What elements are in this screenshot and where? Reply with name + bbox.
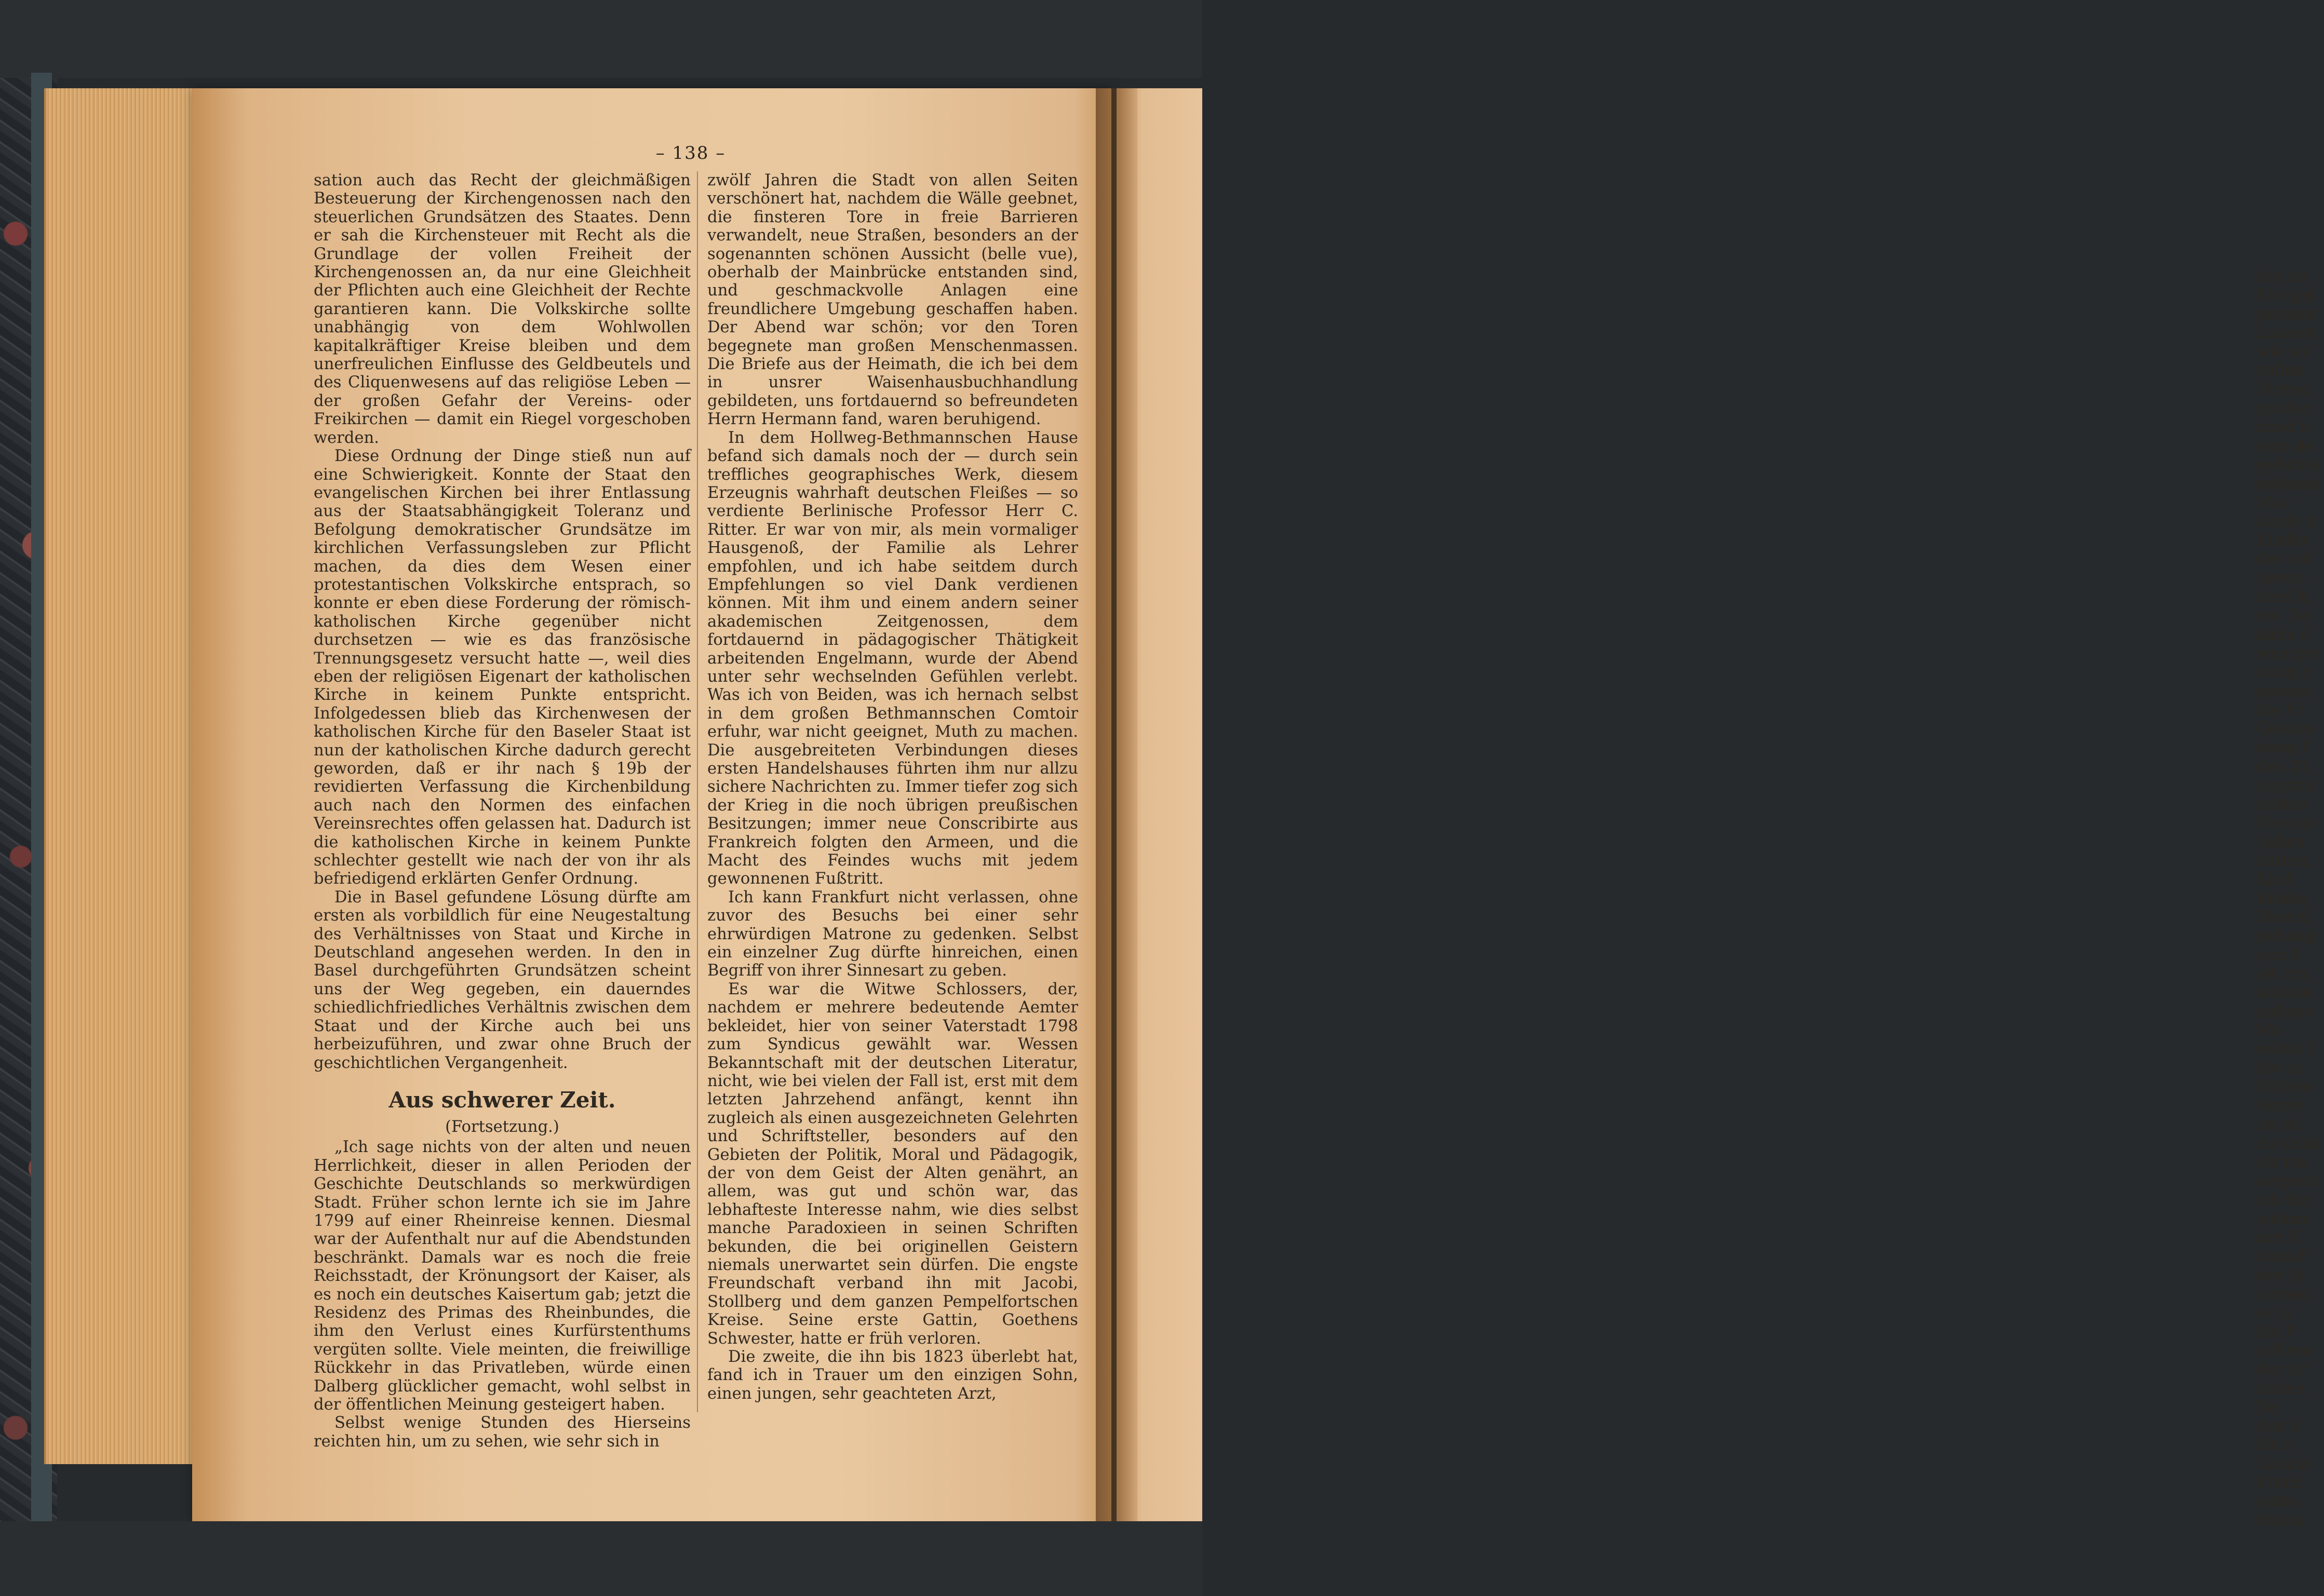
facing-page-line: großer: [2256, 399, 2310, 418]
facing-page-line: sei. Da: [2256, 606, 2310, 625]
facing-page-text: [2256, 267, 2324, 1530]
facing-page-line: zurückb: [2256, 1134, 2320, 1153]
paragraph: „Ich sage nichts von der alten und neuen Herrlichkeit, dieser in allen Perioden der Geschichte Deutschlands so merkwürdigen Stadt. Früher schon lernte ich sie im Jahre 1799 auf einer Rheinreise kennen. Diesmal war der Aufenthalt nur auf die Abendstunden beschränkt. Damals war es noch die freie Reichsstadt, der Krönungsort der Kaiser, als es noch ein deutsches Kaisertum gab; jetzt die Residenz des Primas des Rheinbundes, die ihm den Verlust eines Kurfürstenthums vergüten sollte. Viele meinten, die freiwillige Rückkehr in das Privatleben, würde einen Dalberg glücklicher gemacht, wohl selbst in der öffentlichen Meinung gesteigert haben.: [314, 1138, 691, 1414]
section-heading: Aus schwerer Zeit.: [388, 1087, 616, 1113]
facing-page-line: alles k: [2256, 588, 2307, 606]
paragraph: Selbst wenige Stunden des Hierseins reichten hin, um zu sehen, wie sehr sich in: [314, 1414, 691, 1451]
facing-page-line: der Ai: [2256, 1266, 2305, 1284]
facing-page-line: leisten: [2256, 795, 2309, 814]
facing-page-line: nähren: [2256, 1341, 2313, 1360]
paragraph: Ich kann Frankfurt nicht verlassen, ohne zuvor des Besuchs bei einer sehr ehrwürdigen Matrone zu gedenken. Selbst ein einzelner Zug dürfte hinreichen, einen Begriff von ihrer Sinnesart zu geben.: [707, 888, 1078, 980]
facing-page-line: Kind: [2256, 870, 2293, 889]
facing-page-line: Da: [2256, 1398, 2278, 1416]
page-number: – 138 –: [655, 143, 726, 164]
facing-page-line: der K: [2256, 1228, 2300, 1247]
facing-page-line: hatte.: [2256, 1492, 2303, 1511]
facing-page-line: lieren,: [2256, 569, 2307, 587]
facing-page-line: die Fr: [2256, 700, 2304, 719]
facing-page-line: haben.: [2256, 1379, 2310, 1398]
facing-page-line: Knabe,: [2256, 889, 2312, 908]
backdrop: [0, 0, 1202, 78]
facing-page-line: kam de: [2256, 437, 2315, 455]
facing-page-line: Landst: [2256, 1454, 2310, 1473]
backdrop-bottom: [0, 1521, 1202, 1596]
facing-page-line: siegend: [2256, 1172, 2318, 1191]
facing-page-line: oft ich: [2256, 964, 2307, 983]
facing-page-line: Wo: [2256, 1021, 2281, 1039]
facing-page-line: Laufe d: [2256, 512, 2316, 531]
facing-page-line: Lazaret: [2256, 323, 2317, 342]
facing-page-line: gekannt: [2256, 475, 2321, 493]
facing-page-line: ich ihn: [2256, 1191, 2310, 1209]
facing-page-line: der Er: [2256, 1360, 2307, 1379]
facing-page-line: hatten.: [2256, 851, 2313, 870]
facing-page-line: weniger: [2256, 644, 2321, 662]
facing-page-line: gehang: [2256, 927, 2315, 945]
facing-page-line: Bewuß: [2256, 908, 2311, 927]
facing-page-line: wähnu: [2256, 1209, 2309, 1228]
facing-page-line: kann d: [2256, 625, 2310, 644]
paragraph: Es war die Witwe Schlossers, der, nachdem er mehrere bedeutende Aemter bekleidet, hier von seiner Vaterstadt 1798 zum Syndicus gewählt war. Wessen Bekanntschaft mit der deutschen Literatur, nicht, wie bei vielen der Fall ist, erst mit dem letzten Jahrzehend anfängt, kennt ihn zugleich als einen ausgezeichneten Gelehrten und Schriftsteller, besonders auf den Gebieten der Politik, Moral und Pädagogik, der von dem Geist der Alten genährt, an allem, was gut und schön war, das lebhafteste Interesse nahm, wie dies selbst manche Paradoxieen in seinen Schriften bekunden, die bei originellen Geistern niemals unerwartet sein dürfen. Die engste Freundschaft verband ihn mit Jacobi, Stollberg und dem ganzen Pempelfortschen Kreise. Seine erste Gattin, Goethens Schwester, hatte er früh verloren.: [707, 980, 1078, 1348]
paragraph: In dem Hollweg-Bethmannschen Hause befand sich damals noch der — durch sein treffliches geographisches Werk, diesem Erzeugnis wahrhaft deutschen Fleißes — so verdiente Berlinische Professor Herr C. Ritter. Er war von mir, als mein vormaliger Hausgenoß, der Familie als Lehrer empfohlen, und ich habe seitdem durch Empfehlungen so viel Dank verdienen können. Mit ihm und einem andern seiner akademischen Zeitgenossen, dem fortdauernd in pädagogischer Thätigkeit arbeitenden Engelmann, wurde der Abend unter sehr wechselnden Gefühlen verlebt. Was ich von Beiden, was ich hernach selbst in dem großen Bethmannschen Comtoir erfuhr, war nicht geeignet, Muth zu machen. Die ausgebreiteten Verbindungen dieses ersten Handelshauses führten ihm nur allzu sichere Nachrichten zu. Immer tiefer zog sich der Krieg in die noch übrigen preußischen Besitzungen; immer neue Conscribirte aus Frankreich folgten den Armeen, und die Macht des Feindes wuchs mit jedem gewonnenen Fußtritt.: [707, 428, 1078, 888]
facing-page-line: Stätte: [2256, 1511, 2305, 1530]
facing-page-line: nung e: [2256, 663, 2311, 682]
facing-page-line: gessen,: [2256, 682, 2316, 700]
facing-page-line: Mutter: [2256, 380, 2312, 399]
facing-page-line: Königsl: [2256, 286, 2315, 305]
facing-page-line: lohnen: [2256, 1285, 2310, 1304]
facing-page-line: vollen: [2256, 361, 2304, 380]
facing-page-line: schöne: [2256, 983, 2312, 1002]
facing-page-line: Leben: [2256, 832, 2305, 851]
facing-page-line: die P: [2256, 1322, 2296, 1341]
facing-page-line: dung f: [2256, 738, 2307, 757]
facing-page-line: die so: [2256, 1059, 2303, 1077]
facing-page-line: wie so: [2256, 343, 2307, 361]
facing-page-line: Vorzei: [2256, 1097, 2306, 1115]
facing-page-line: es ja: [2256, 1304, 2293, 1322]
facing-page-line: fühlten: [2256, 1077, 2313, 1096]
paragraph: Die zweite, die ihn bis 1823 überlebt hat, fand ich in Trauer um den einzigen Sohn, einen jungen, sehr geachteten Arzt,: [707, 1348, 1078, 1403]
column-divider: [697, 171, 698, 1412]
paragraph: zwölf Jahren die Stadt von allen Seiten verschönert hat, nachdem die Wälle geebnet, die finsteren Tore in freie Barrieren verwandelt, neue Straßen, besonders an der sogenannten schönen Aussicht (belle vue), oberhalb der Mainbrücke entstanden sind, und geschmackvolle Anlagen eine freundlichere Umgebung geschaffen haben. Der Abend war schön; vor den Toren begegnete man großen Menschenmassen. Die Briefe aus der Heimath, die ich bei dem in unsrer Waisenhausbuchhandlung gebildeten, uns fortdauernd so befreundeten Herrn Hermann fand, waren beruhigend.: [707, 171, 1078, 429]
facing-page-line: den Zi: [2256, 757, 2307, 776]
facing-page-line: mied n: [2256, 418, 2310, 437]
section-subheading: (Fortsetzung.): [445, 1117, 559, 1136]
facing-page-line: geraten: [2256, 305, 2318, 323]
facing-page-line: Kinder: [2256, 531, 2310, 550]
facing-page-line: nigsten: [2256, 776, 2315, 795]
facing-page-line: den z: [2256, 1417, 2299, 1436]
facing-page-line: nun f: [2256, 945, 2298, 964]
facing-page-line: geliebte: [2256, 455, 2320, 474]
facing-page-line: selbst i: [2256, 1040, 2313, 1059]
facing-page-line: Dienste: [2256, 814, 2317, 832]
facing-page-line: als e: [2256, 1436, 2293, 1454]
left-column: [314, 171, 691, 1451]
facing-page-line: als me: [2256, 1153, 2308, 1171]
facing-page-line: der au: [2256, 267, 2308, 286]
right-column: [707, 171, 1078, 1403]
gutter-shadow: [1096, 88, 1137, 1521]
facing-page-line: aufgeri: [2256, 1002, 2314, 1021]
facing-page-line: Mar: [2256, 493, 2289, 512]
facing-page-line: im eh: [2256, 1115, 2301, 1134]
facing-page-line: Franz: [2256, 1473, 2303, 1492]
facing-page-line: hinzuf: [2256, 1247, 2306, 1266]
facing-page-line: der vol: [2256, 550, 2312, 569]
paragraph: Diese Ordnung der Dinge stieß nun auf eine Schwierigkeit. Konnte der Staat den evangelischen Kirchen bei ihrer Entlassung aus der Staatsabhängigkeit Toleranz und Befolgung demokratischer Grundsätze im kirchlichen Verfassungsleben zur Pflicht machen, da dies dem Wesen einer protestantischen Volkskirche entsprach, so konnte er eben diese Forderung der römisch-katholischen Kirche gegenüber nicht durchsetzen — wie es das französische Trennungsgesetz versucht hatte —, weil dies eben der religiösen Eigenart der katholischen Kirche in keinem Punkte entspricht. Infolgedessen blieb das Kirchenwesen der katholischen Kirche für den Baseler Staat ist nun der katholischen Kirche dadurch gerecht geworden, daß er ihr nach § 19b der revidierten Verfassung die Kirchenbildung auch nach den Normen des einfachen Vereinsrechtes offen gelassen hat. Dadurch ist die katholischen Kirche in keinem Punkte schlechter gestellt wie nach der von ihr als befriedigend erklärten Genfer Ordnung.: [314, 447, 691, 888]
facing-page-line: Geistes: [2256, 720, 2315, 738]
paragraph: sation auch das Recht der gleichmäßigen Besteuerung der Kirchengenossen nach den steuerlichen Grundsätzen des Staates. Denn er sah die Kirchensteuer mit Recht als die Grundlage der vollen Freiheit der Kirchengenossen an, da nur eine Gleichheit der Pflichten auch eine Gleichheit der Rechte garantieren kann. Die Volkskirche sollte unabhängig von dem Wohlwollen kapitalkräftiger Kreise bleiben und dem unerfreulichen Einflusse des Geldbeutels und des Cliquenwesens auf das religiöse Leben — der großen Gefahr der Vereins- oder Freikirchen — damit ein Riegel vorgeschoben werden.: [314, 171, 691, 447]
page-stack-edge: [44, 88, 207, 1464]
paragraph: Die in Basel gefundene Lösung dürfte am ersten als vorbildlich für eine Neugestaltung des Verhältnisses von Staat und Kirche in Deutschland angesehen werden. In den in Basel durchgeführten Grundsätzen scheint uns der Weg gegeben, ein dauerndes schiedlichfriedliches Verhältnis zwischen dem Staat und der Kirche auch bei uns herbeizuführen, und zwar ohne Bruch der geschichtlichen Vergangenheit.: [314, 888, 691, 1072]
